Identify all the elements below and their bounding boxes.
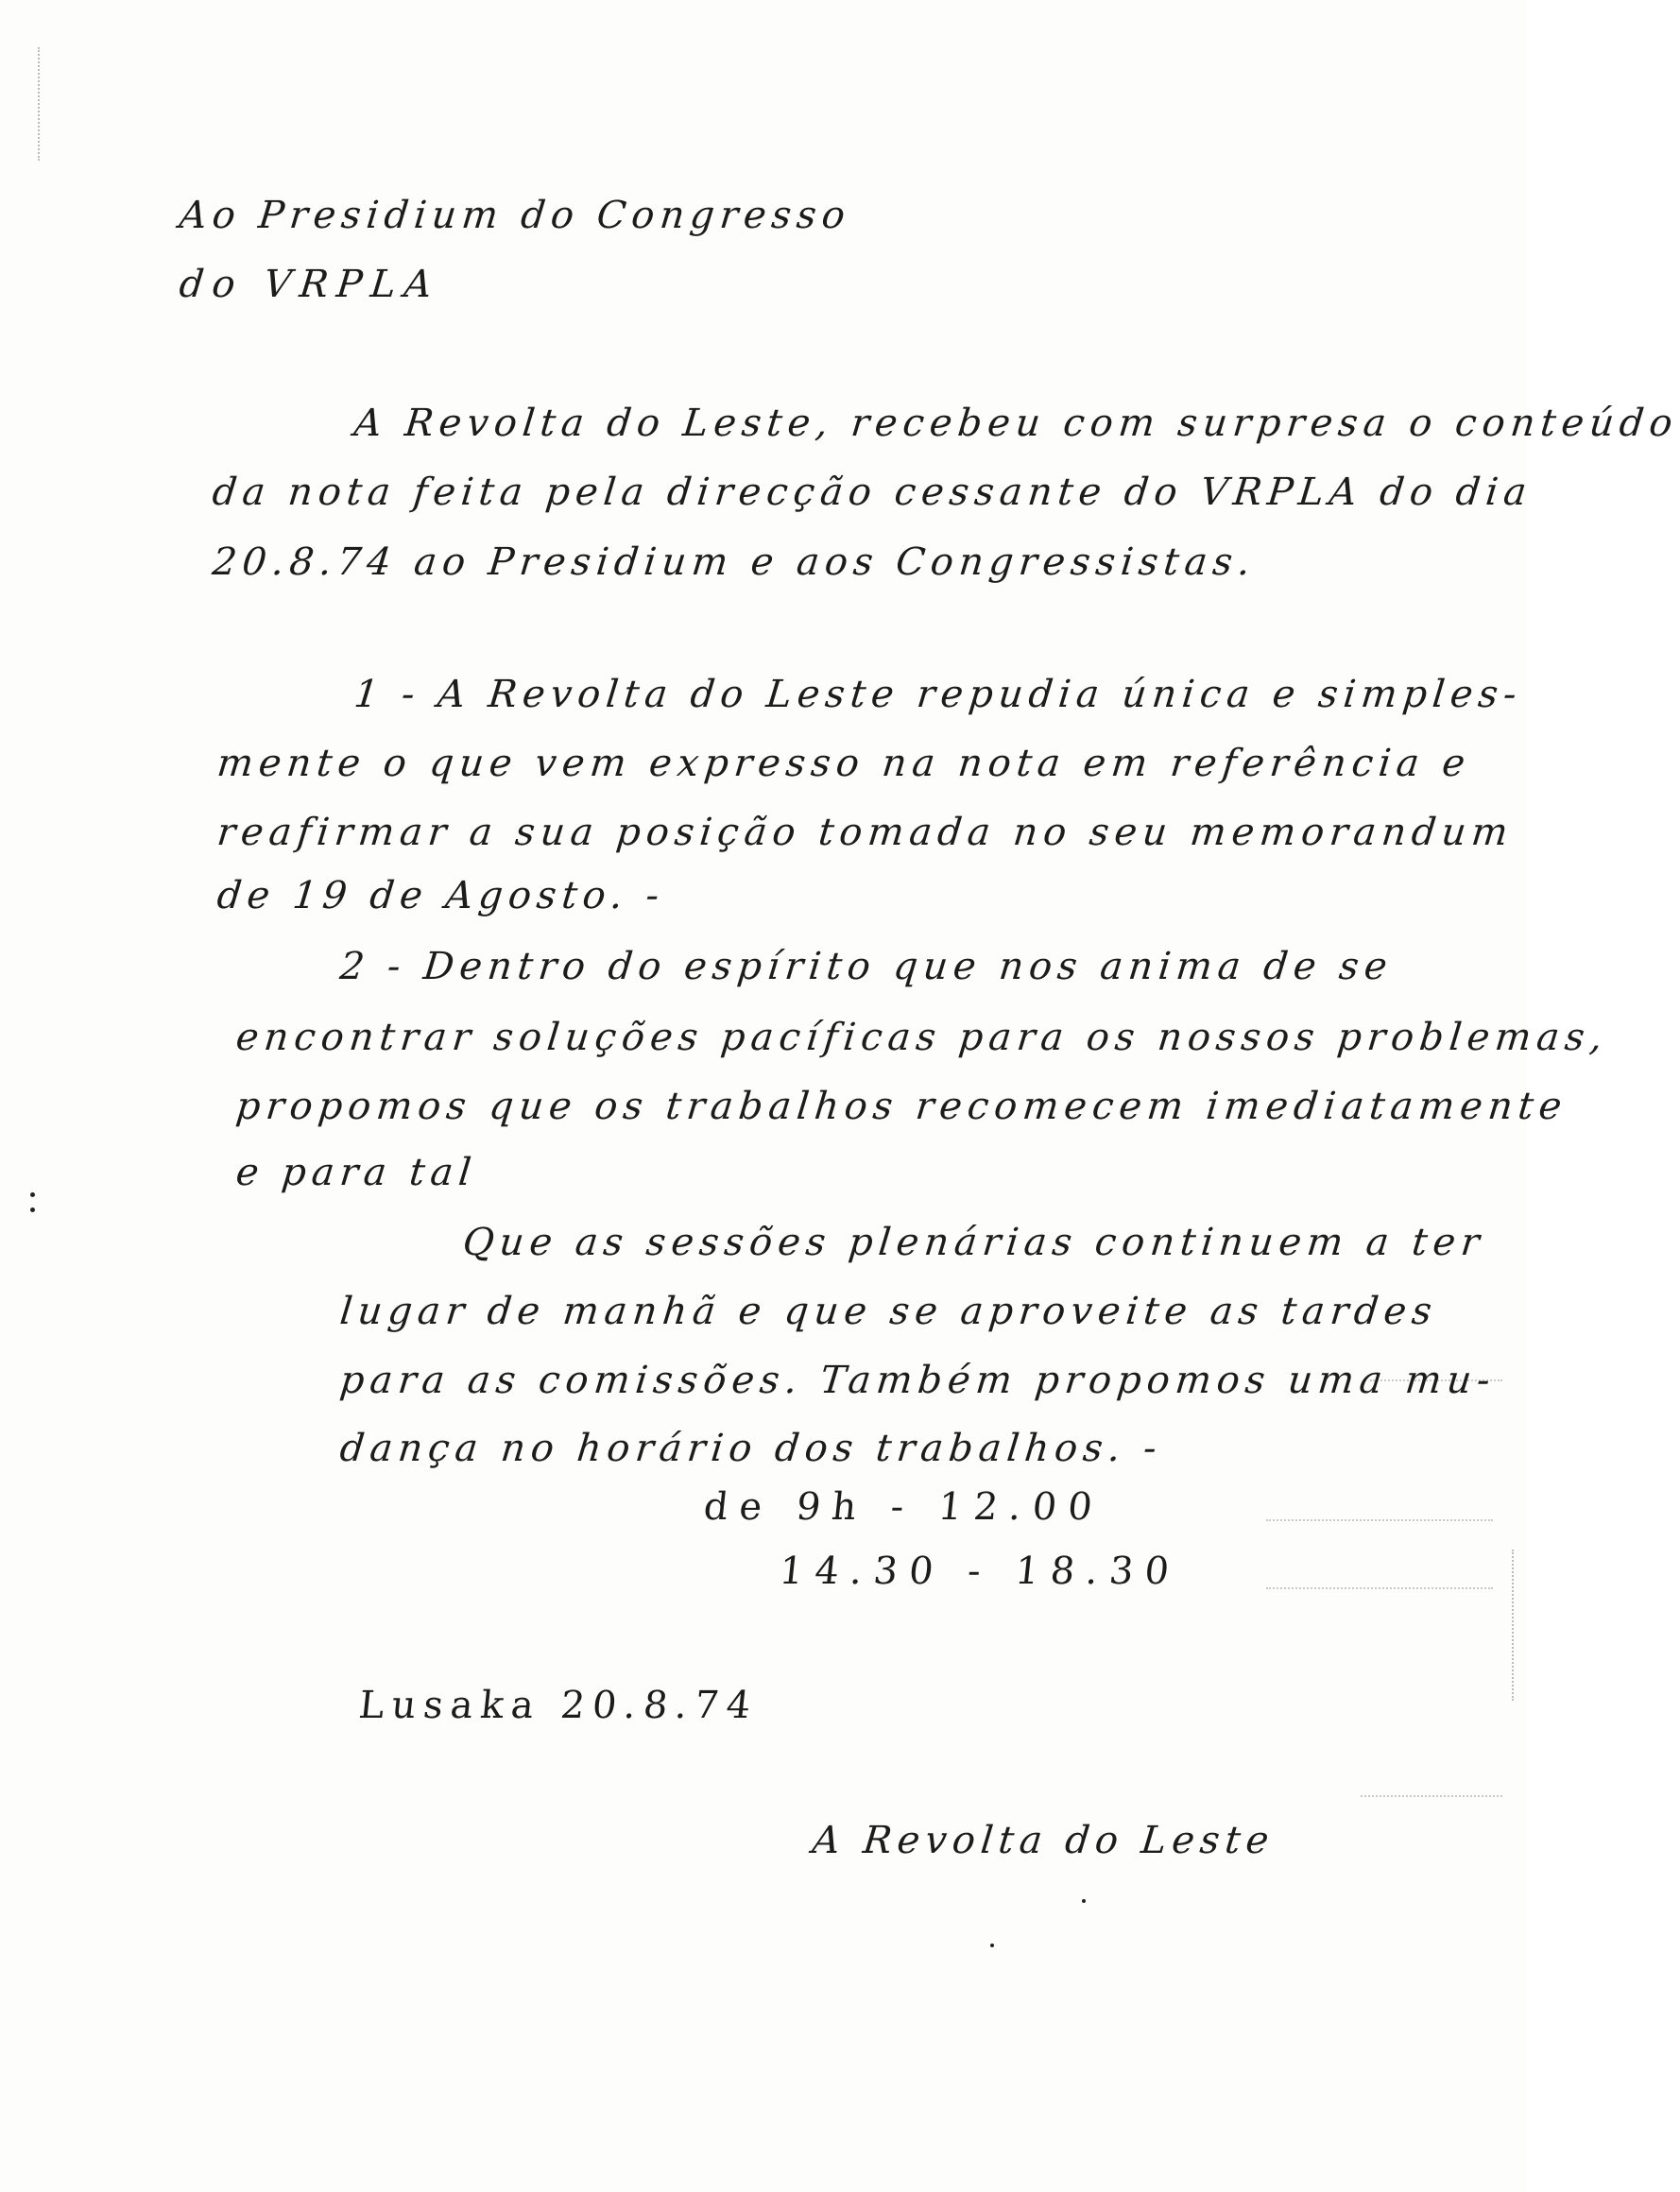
scan-artifact xyxy=(1361,1795,1502,1797)
paragraph-line: encontrar soluções pacíficas para os nossos problemas, xyxy=(233,1016,1610,1059)
paragraph-line: 20.8.74 ao Presidium e aos Congressistas. xyxy=(210,540,1259,584)
address-line: do VRPLA xyxy=(177,263,443,306)
paragraph-line: mente o que vem expresso na nota em referência e xyxy=(214,742,1473,785)
paragraph-line: propomos que os trabalhos recomecem imediatamente xyxy=(233,1085,1569,1128)
scan-artifact xyxy=(38,47,45,161)
paragraph-line: e para tal xyxy=(233,1151,479,1194)
schedule-morning: de 9h - 12.00 xyxy=(701,1485,1106,1529)
paragraph-line: 1 - A Revolta do Leste repudia única e simples- xyxy=(351,673,1525,716)
address-line: Ao Presidium do Congresso xyxy=(177,194,853,237)
scan-speck xyxy=(990,1944,994,1947)
paragraph-line: reafirmar a sua posição tomada no seu memorandum xyxy=(214,811,1516,854)
paragraph-line: lugar de manhã e que se aproveite as tardes xyxy=(337,1290,1440,1333)
scan-speck xyxy=(30,1192,35,1197)
scan-artifact xyxy=(1266,1519,1493,1521)
paragraph-line: 2 - Dentro do espírito que nos anima de se xyxy=(337,945,1396,988)
paragraph-line: A Revolta do Leste, recebeu com surpresa o conteúdo xyxy=(351,402,1680,445)
paragraph-line: de 19 de Agosto. - xyxy=(214,874,667,917)
scan-artifact xyxy=(1512,1550,1519,1701)
schedule-afternoon: 14.30 - 18.30 xyxy=(777,1550,1183,1593)
scan-speck xyxy=(1082,1899,1086,1903)
paragraph-line: da nota feita pela direcção cessante do VRPLA do dia xyxy=(210,471,1534,514)
paragraph-line: para as comissões. Também propomos uma mu- xyxy=(337,1359,1499,1402)
place-date: Lusaka 20.8.74 xyxy=(356,1684,761,1727)
signature: A Revolta do Leste xyxy=(810,1819,1277,1862)
paragraph-line: dança no horário dos trabalhos. - xyxy=(337,1427,1165,1470)
paragraph-line: Que as sessões plenárias continuem a ter xyxy=(460,1221,1487,1264)
scan-speck xyxy=(30,1207,35,1212)
scan-artifact xyxy=(1266,1587,1493,1589)
